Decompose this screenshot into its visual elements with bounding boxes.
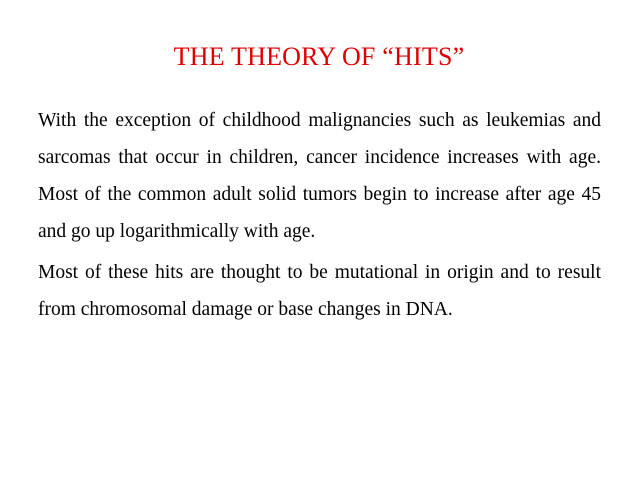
paragraph-age-incidence: With the exception of childhood malignancies such as leukemias and sarcomas that occur in children, cancer incidence increases with age. Most of the common adult solid tumors begin to increase after age 45 and go up logarithmically with age. [38,110,601,242]
slide-body [38,102,601,328]
slide-title: THE THEORY OF “HITS” [173,42,465,71]
paragraph-mutational-origin: Most of these hits are thought to be mutational in origin and to result from chromosomal damage or base changes in DNA. [38,262,601,320]
